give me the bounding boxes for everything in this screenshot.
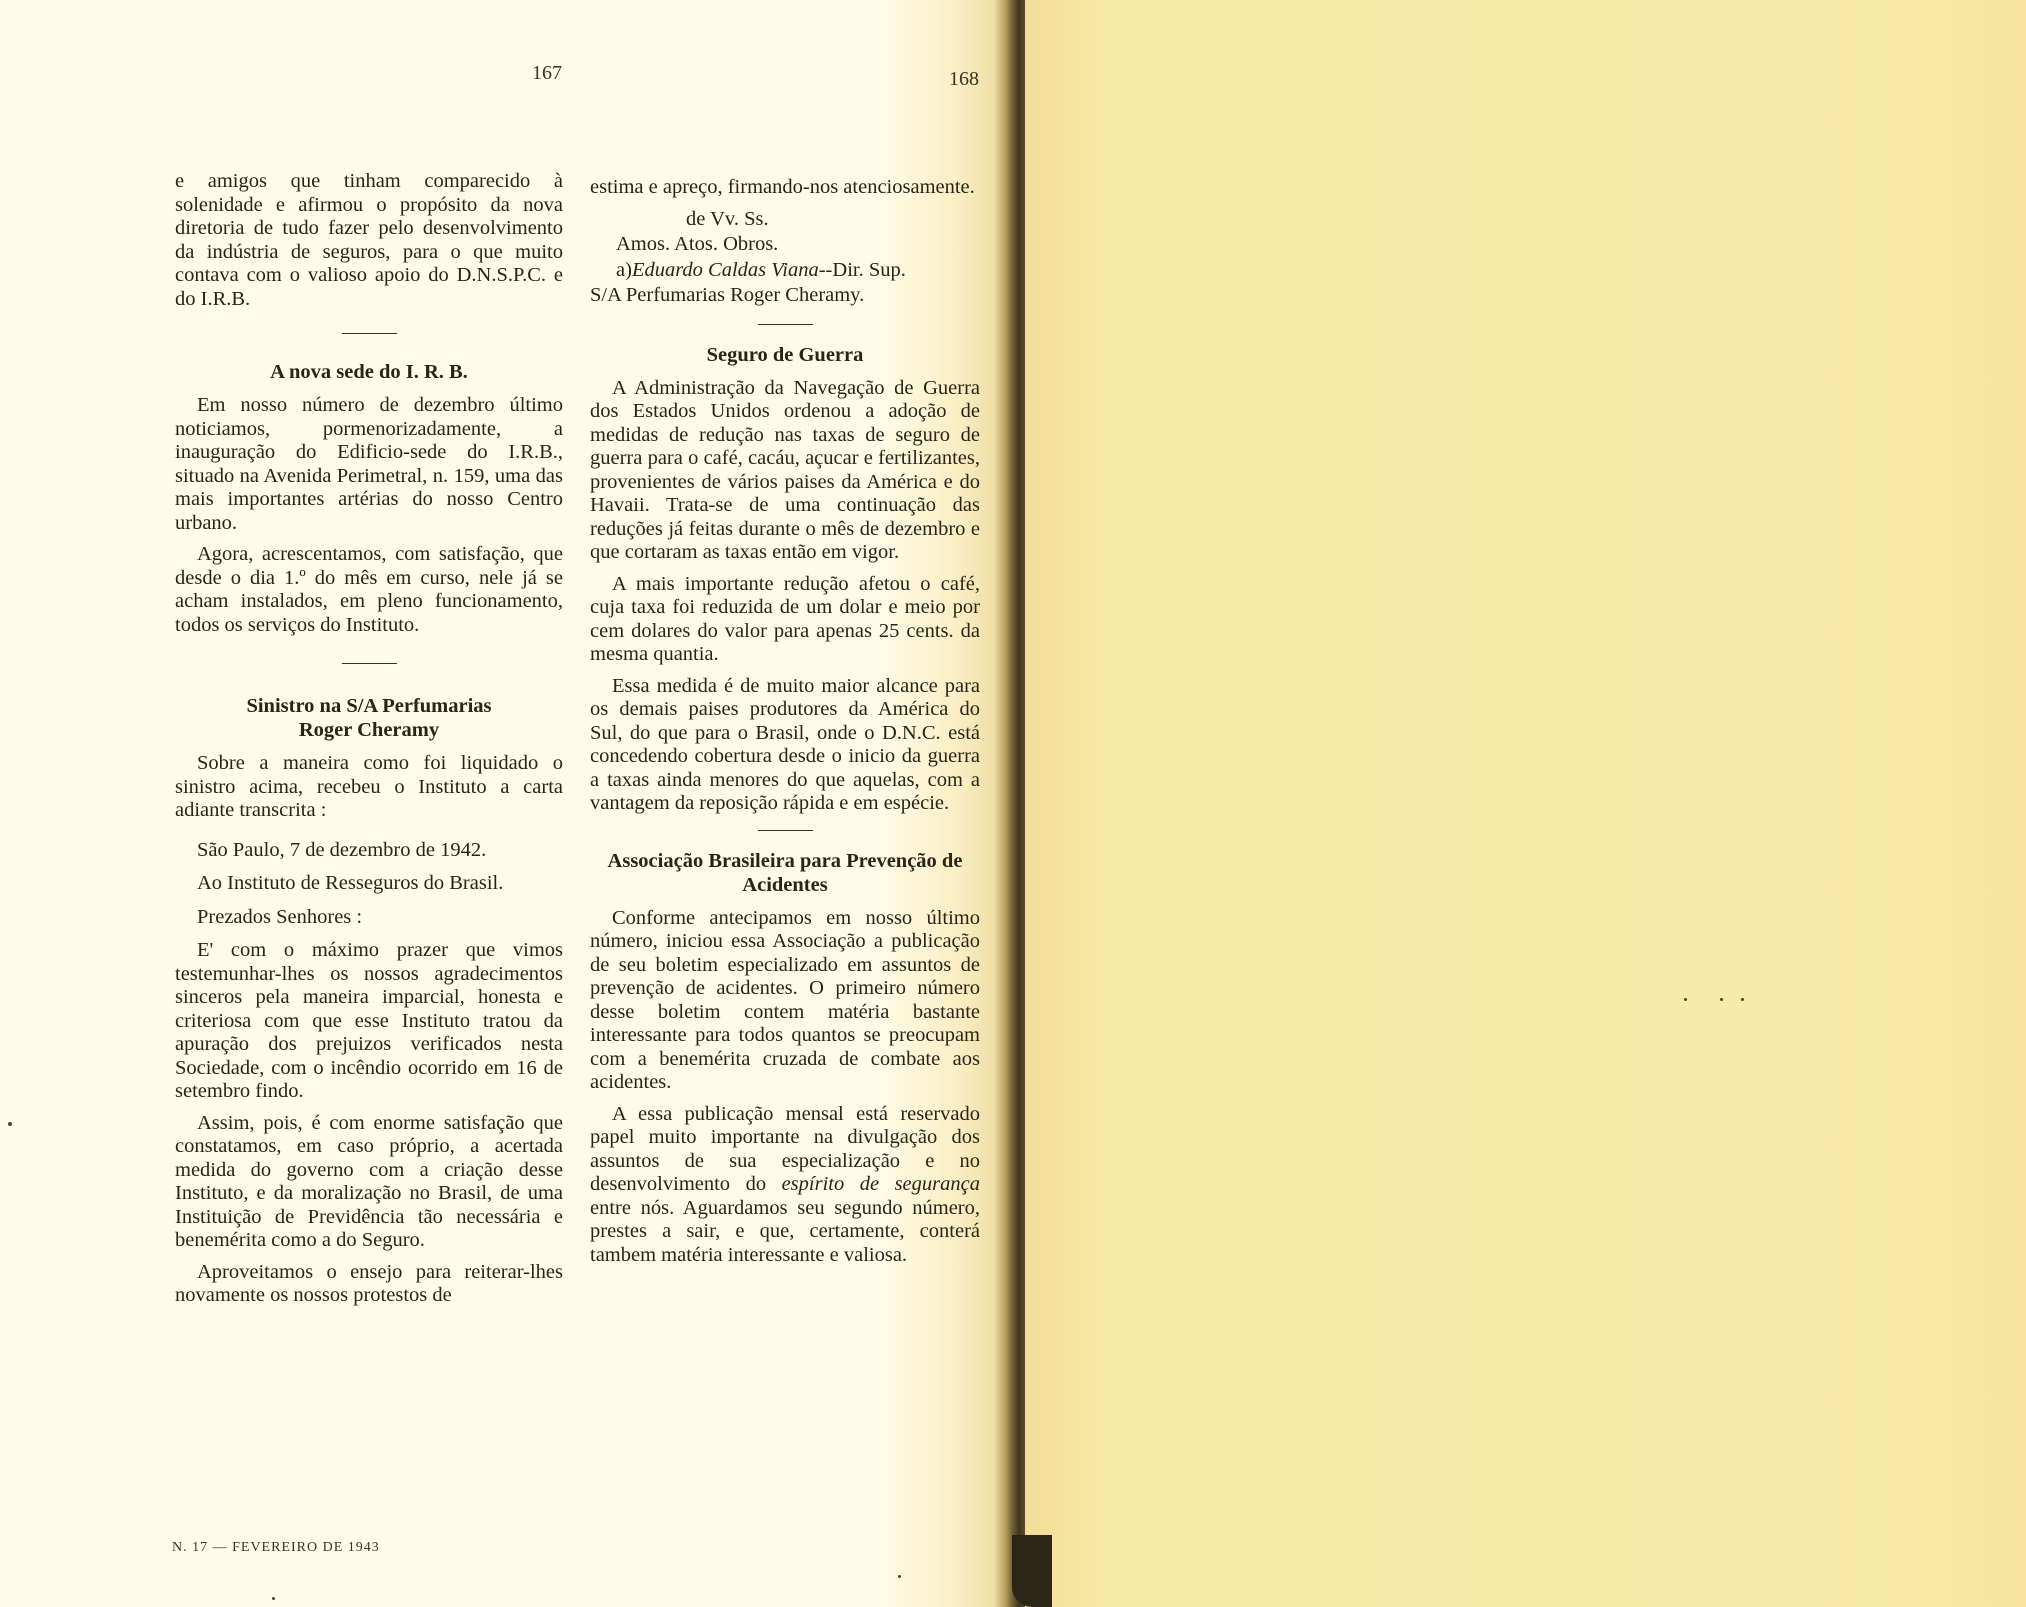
section-title-seguro-guerra: Seguro de Guerra [706,343,864,366]
paragraph: Em nosso número de dezembro último noticiamos, pormenorizadamente, a inauguração do Edificio-sede do I.R.B., situado na Avenida Perimetral, n. 159, uma das mais importantes artérias do nosso Centro urbano. [175,394,563,534]
section-title-nova-sede: A nova sede do I. R. B. [270,361,468,383]
letter-date: São Paulo, 7 de dezembro de 1942. [197,838,487,861]
paragraph: Sobre a maneira como foi liquidado o sinistro acima, recebeu o Instituto a carta adiante transcrita : [175,752,563,821]
signature-line: S/A Perfumarias Roger Cheramy. [590,284,865,306]
text-column-left [175,170,563,1316]
page-footer: N. 17 — FEVEREIRO DE 1943 [172,1540,380,1555]
section-divider [758,830,813,831]
book-gutter [995,0,1025,1607]
paragraph: e amigos que tinham comparecido à solenidade e afirmou o propósito da nova diretoria de tudo fazer pelo desenvolvimento da indústria de seguros, para o que muito contava com o valioso apoio do D.N.S.P.C. e do I.R.B. [175,170,563,310]
paper-speck [1720,998,1723,1001]
letter-recipient: Ao Instituto de Resseguros do Brasil. [197,872,504,894]
paragraph: E' com o máximo prazer que vimos testemunhar-lhes os nossos agradecimentos sinceros pela maneira imparcial, honesta e criteriosa com que esse Instituto tratou da apuração dos prejuizos verificados nesta Sociedade, com o incêndio ocorrido em 16 de setembro findo. [175,939,563,1102]
paper-speck [272,1597,275,1600]
letter-greeting: Prezados Senhores : [197,905,363,928]
page-number-right: 168 [949,68,979,90]
signature-line: Amos. Atos. Obros. [616,233,779,255]
signatory-name: Eduardo Caldas Viana [631,258,819,281]
section-divider [758,324,813,325]
gutter-shadow [1012,1535,1052,1607]
paragraph: Conforme antecipamos em nosso último número, iniciou essa Associação a publicação de seu boletim especializado em assuntos de prevenção de acidentes. O primeiro número desse boletim contem matéria bastante interessante para todos quantos se preocupam com a benemérita cruzada de combate aos acidentes. [590,906,980,1093]
paragraph: A Administração da Navegação de Guerra dos Estados Unidos ordenou a adoção de medidas de redução nas taxas de seguro de guerra para o café, cacáu, açucar e fertilizantes, provenientes de vários paises da América e do Havaii. Trata-se de uma continuação das reduções já feitas durante o mês de dezembro e que cortaram as taxas então em vigor. [590,376,980,563]
paragraph: Essa medida é de muito maior alcance para os demais paises produtores da América do Sul, do que para o Brasil, onde o D.N.C. está concedendo cobertura desde o inicio da guerra a taxas ainda menores do que aquelas, com a vantagem da reposição rápida e em espécie. [590,674,980,814]
paragraph: Assim, pois, é com enorme satisfação que constatamos, em caso próprio, a acertada medida do governo com a criação desse Instituto, e da moralização no Brasil, de uma Instituição de Previdência tão necessária e benemérita como a do Seguro. [175,1111,563,1251]
paragraph: A essa publicação mensal está reservado papel muito importante na divulgação dos assuntos de sua especialização e no desenvolvimento do espírito de segurança entre nós. Aguardamos seu segundo número, prestes a sair, e que, certamente, conterá tambem matéria interessante e valiosa. [590,1102,980,1266]
text-column-right [590,176,980,1275]
paper-speck [8,1122,12,1126]
signature-line: de Vv. Ss. [686,207,769,230]
section-divider [342,333,397,334]
section-divider [342,663,397,664]
paper-speck [1684,998,1687,1001]
paper-speck [898,1575,901,1578]
page-number-left: 167 [532,62,562,84]
paragraph: A mais importante redução afetou o café, cuja taxa foi reduzida de um dolar e meio por cem dolares do valor para apenas 25 cents. da mesma quantia. [590,572,980,665]
paragraph: estima e apreço, firmando-nos atenciosamente. [590,176,975,198]
section-title-sinistro: Sinistro na S/A Perfumarias Roger Cheramy [246,695,492,741]
paper-speck [1741,998,1744,1001]
signature-line: a)Eduardo Caldas Viana--Dir. Sup. [616,258,906,281]
paragraph: Aproveitamos o ensejo para reiterar-lhes novamente os nossos protestos de [175,1260,563,1306]
paragraph: Agora, acrescentamos, com satisfação, que desde o dia 1.º do mês em curso, nele já se acham instalados, em pleno funcionamento, todos os serviços do Instituto. [175,543,563,636]
right-page [1025,0,2026,1607]
section-title-associacao: Associação Brasileira para Prevenção de Acidentes [607,849,963,896]
